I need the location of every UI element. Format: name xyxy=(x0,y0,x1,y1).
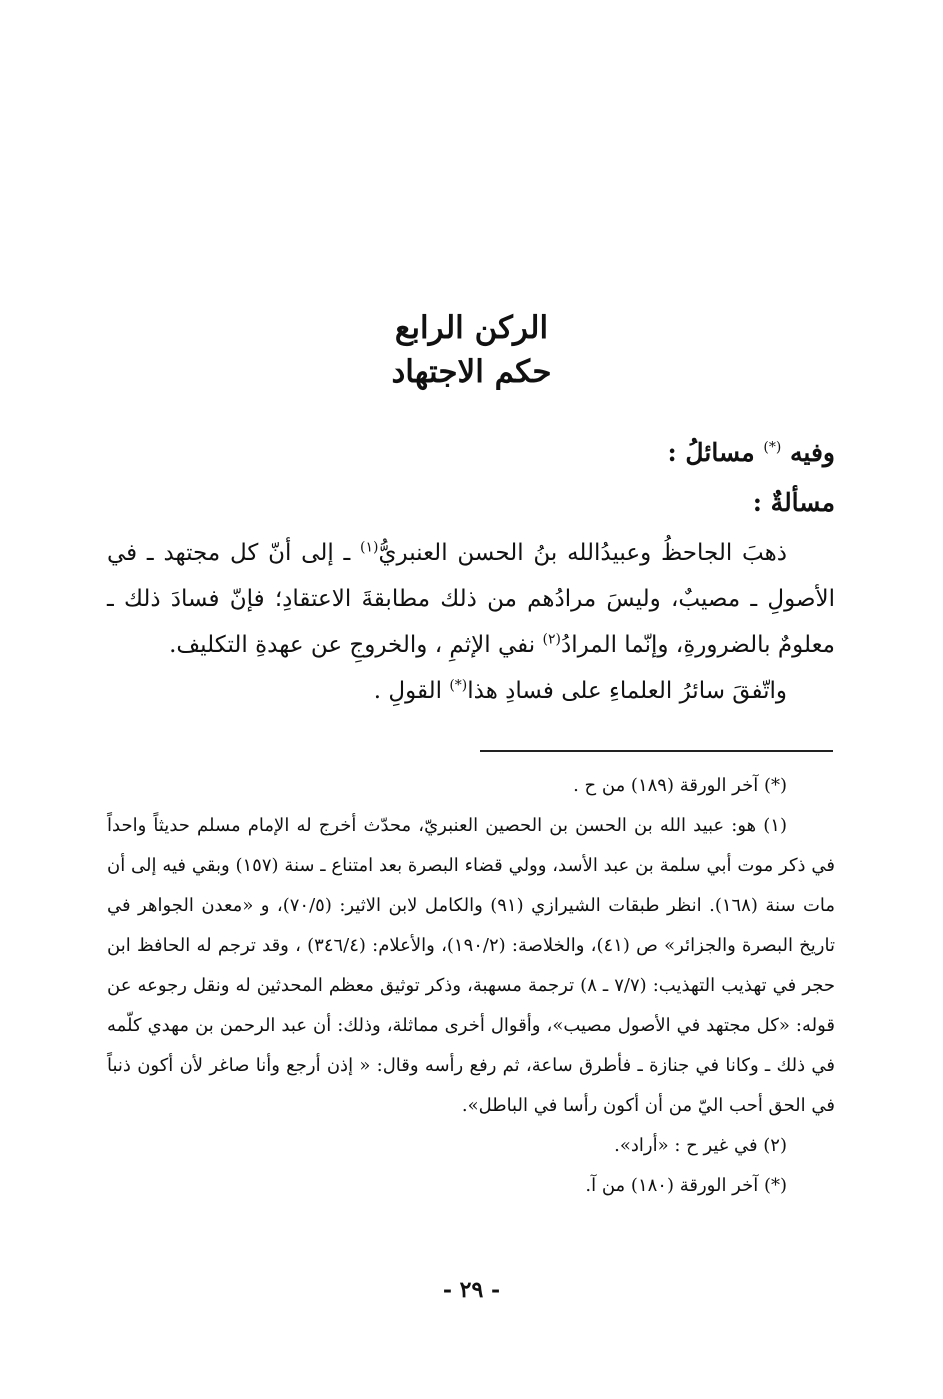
paragraph-1-part-a: ذهبَ الجاحظُ وعبيدُالله بنُ الحسن العنبريُّ xyxy=(378,540,787,566)
footnote-marker-1: (١) xyxy=(360,539,379,556)
footnote-1: (١) هو: عبيد الله بن الحسن بن الحصين العنبريّ، محدّث أخرج له الإمام مسلم حديثاً واحداً في ذكر موت أبي سلمة بن عبد الأسد، وولي قضاء البصرة بعد امتناع ـ سنة (١٥٧) وبقي فيه إلى أن مات سنة (١٦٨). انظر طبقات الشيرازي (٩١) والكامل لابن الاثير: (٧٠/٥)، و «معدن الجواهر في تاريخ البصرة والجزائر» ص (٤١)، والخلاصة: (١٩٠/٢)، والأعلام: (٣٤٦/٤) ، وقد ترجم له الحافظ ابن حجر في تهذيب التهذيب: (٧/٧ ـ ٨) ترجمة مسهبة، وذكر توثيق معظم المحدثين له ونقل رجوعه عن قوله: «كل مجتهد في الأصول مصيب»، وأقوال أخرى مماثلة، وذلك: أن عبد الرحمن بن مهدي كلّمه في ذلك ـ وكانا في جنازة ـ فأطرق ساعة، ثم رفع رأسه وقال: « إذن أرجع وأنا صاغر لأن أكون ذنباً في الحق أحب اليّ من أن أكون رأسا في الباطل». xyxy=(107,815,836,1116)
chapter-subtitle: حكم الاجتهاد xyxy=(391,354,552,390)
paragraph-1-part-b: ـ إلى أنّ كل مجتهد ـ في الأصولِ ـ مصيبٌ، وليسَ مرادُهم من ذلك مطابقةَ الاعتقادِ؛ فإنّ فسادَ ذلك ـ معلومٌ بالضرورةِ، وإنّما المرادُ xyxy=(107,540,835,658)
paragraph-2-part-a: واتّفقَ سائرُ العلماءِ على فسادِ هذا xyxy=(467,678,787,704)
paragraph-2 xyxy=(107,668,835,714)
footnotes xyxy=(107,766,835,1206)
chapter-title: الركن الرابع xyxy=(394,310,549,346)
footnote-marker-star: (*) xyxy=(449,677,468,694)
footnote-marker-2: (٢) xyxy=(542,631,561,648)
paragraph-1-part-c: نفي الإثمِ ، والخروجِ عن عهدةِ التكليف. xyxy=(169,632,536,658)
footnote-star-1: (*) آخر الورقة (١٨٩) من ح . xyxy=(573,775,787,796)
section-intro xyxy=(668,436,836,470)
footnote-2: (٢) في غير ح : «أراد». xyxy=(614,1135,787,1156)
footnote-separator xyxy=(480,750,833,752)
paragraph-1 xyxy=(107,530,835,668)
main-text xyxy=(107,530,835,714)
page-number: - ٢٩ - xyxy=(442,1277,501,1303)
footnote-star-2: (*) آخر الورقة (١٨٠) من آ. xyxy=(585,1175,787,1196)
issue-heading: مسألةٌ : xyxy=(752,488,835,517)
section-intro-text-end: مسائلُ : xyxy=(667,438,755,467)
footnote-marker: (*) xyxy=(763,439,782,456)
section-intro-text: وفيه xyxy=(790,438,835,467)
paragraph-2-part-b: القولِ . xyxy=(373,678,443,704)
